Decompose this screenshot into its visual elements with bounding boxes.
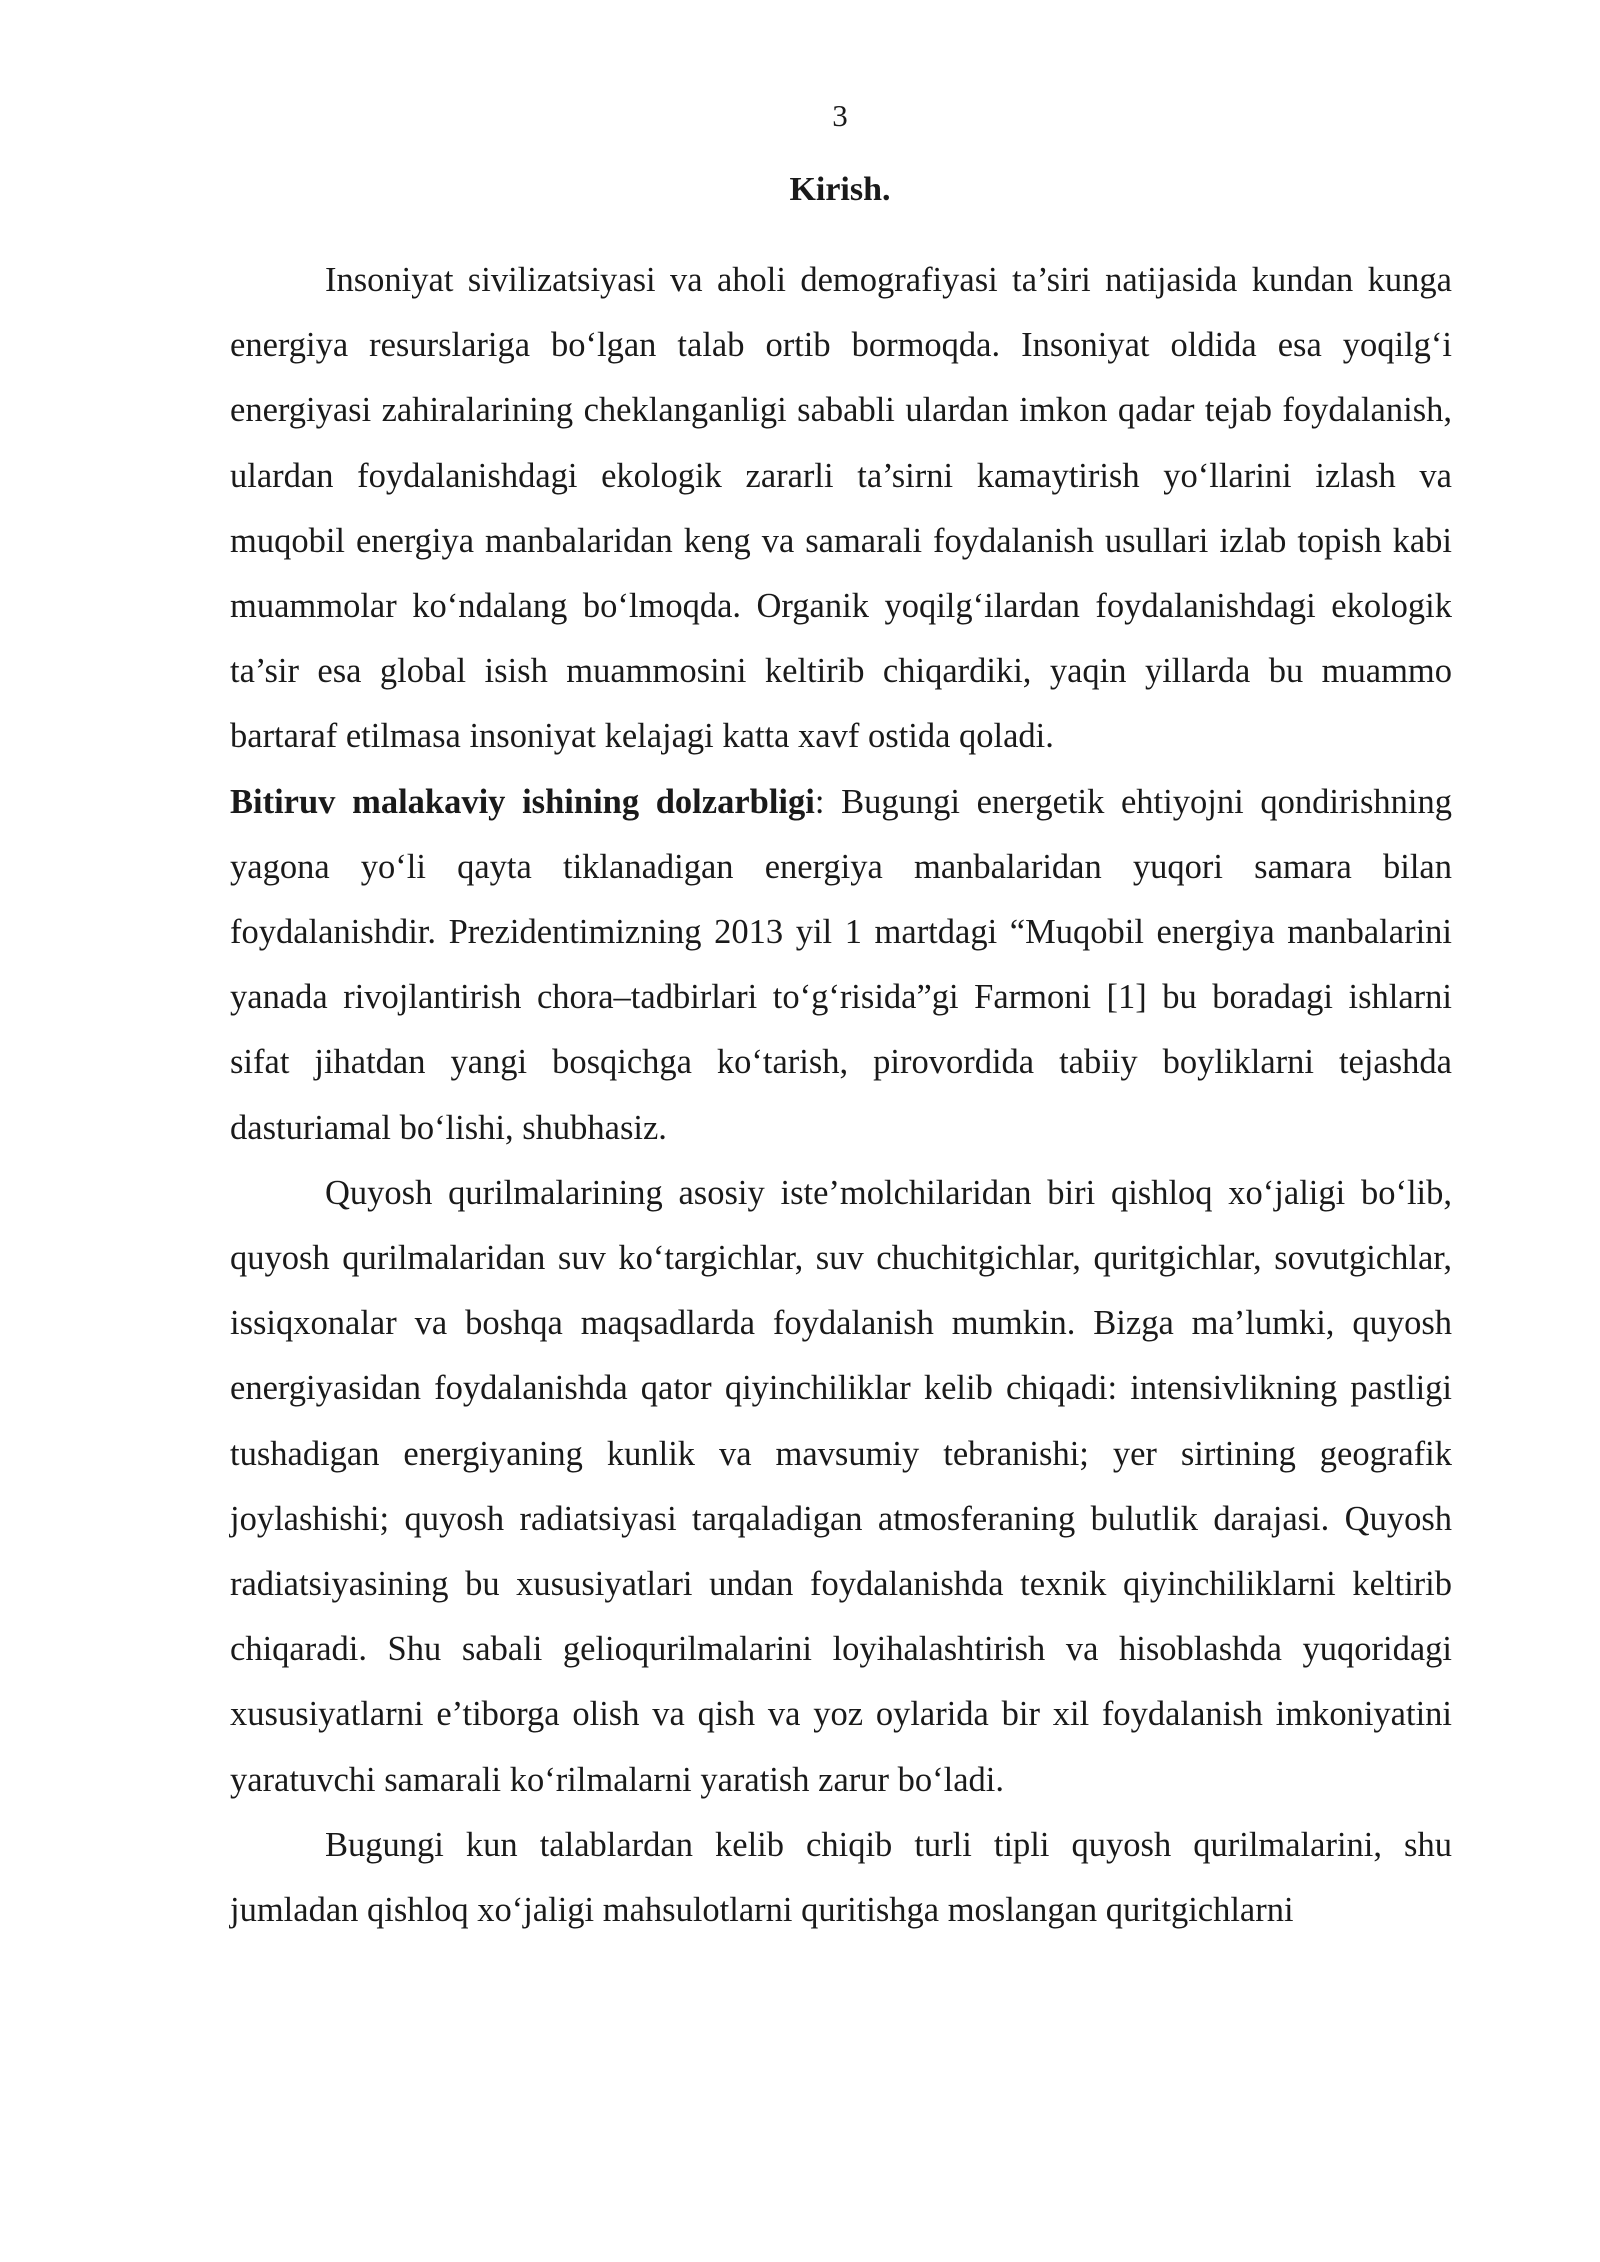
paragraph-relevance	[230, 770, 1452, 1161]
section-heading: Kirish.	[789, 171, 891, 208]
paragraph-today: Bugungi kun talablardan kelib chiqib turli tipli quyosh qurilmalarini, shu jumladan qishloq xo‘jaligi mahsulotlarni quritishga moslangan quritgichlarni	[230, 1825, 1452, 1930]
relevance-colon: :	[814, 782, 825, 821]
body-text	[230, 248, 1452, 1943]
paragraph-solar-installations: Quyosh qurilmalarining asosiy iste’molchilaridan biri qishloq xo‘jaligi bo‘lib, quyosh qurilmalaridan suv ko‘targichlar, suv chuchitgichlar, quritgichlar, sovutgichlar, issiqxonalar va boshqa maqsadlarda foydalanish mumkin. Bizga ma’lumki, quyosh energiyasidan foydalanishda qator qiyinchiliklar kelib chiqadi: intensivlikning pastligi tushadigan energiyaning kunlik va mavsumiy tebranishi; yer sirtining geografik joylashishi; quyosh radiatsiyasi tarqaladigan atmosferaning bulutlik darajasi. Quyosh radiatsiyasining bu xususiyatlari undan foydalanishda texnik qiyinchiliklarni keltirib chiqaradi. Shu sabali gelioqurilmalarini loyihalashtirish va hisoblashda yuqoridagi xususiyatlarni e’tiborga olish va qish va yoz oylarida bir xil foydalanish imkoniyatini yaratuvchi samarali ko‘rilmalarni yaratish zarur bo‘ladi.	[230, 1173, 1452, 1799]
relevance-heading: Bitiruv malakaviy ishining dolzarbligi	[230, 782, 815, 821]
page-number: 3	[832, 98, 848, 133]
paragraph-intro: Insoniyat sivilizatsiyasi va aholi demografiyasi ta’siri natijasida kundan kunga energiya resurslariga bo‘lgan talab ortib bormoqda. Insoniyat oldida esa yoqilg‘i energiyasi zahiralarining cheklanganligi sababli ulardan imkon qadar tejab foydalanish, ulardan foydalanishdagi ekologik zararli ta’sirni kamaytirish yo‘llarini izlash va muqobil energiya manbalaridan keng va samarali foydalanish usullari izlab topish kabi muammolar ko‘ndalang bo‘lmoqda. Organik yoqilg‘ilardan foydalanishdagi ekologik ta’sir esa global isish muammosini keltirib chiqardiki, yaqin yillarda bu muammo bartaraf etilmasa insoniyat kelajagi katta xavf ostida qoladi.	[230, 261, 1452, 756]
relevance-text: Bugungi energetik ehtiyojni qondirishning yagona yo‘li qayta tiklanadigan energiya manbalaridan yuqori samara bilan foydalanishdir. Prezidentimizning 2013 yil 1 martdagi “Muqobil energiya manbalarini yanada rivojlantirish chora–tadbirlari to‘g‘risida”gi Farmoni [1] bu boradagi ishlarni sifat jihatdan yangi bosqichga ko‘tarish, pirovordida tabiiy boyliklarni tejashda dasturiamal bo‘lishi, shubhasiz.	[230, 782, 1452, 1147]
